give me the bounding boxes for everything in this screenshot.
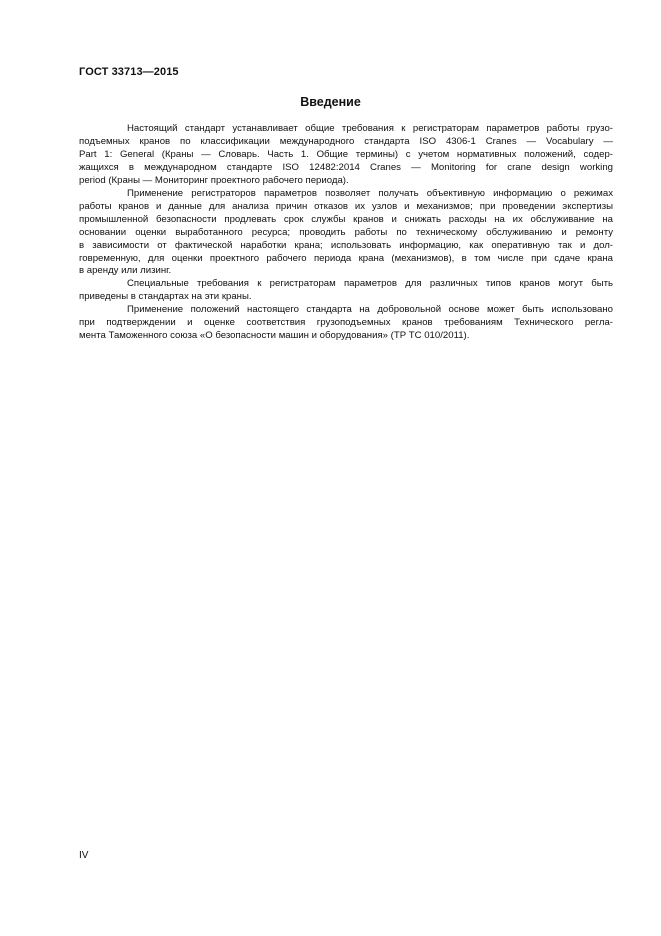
paragraph: [79, 304, 613, 343]
paragraph: [79, 123, 613, 188]
paragraph-line: промышленной безопасности продлевать срок службы кранов и снижать расходы на их обслуживание на: [79, 213, 613, 225]
paragraph-line: основании оценки выработанного ресурса; проводить работы по техническому обслуживанию и ремонту: [79, 226, 613, 238]
paragraph-line: Применение регистраторов параметров позволяет получать объективную информацию о режимах: [127, 187, 613, 199]
paragraph-line: Специальные требования к регистраторам параметров для различных типов кранов могут быть: [127, 278, 613, 290]
paragraph: [79, 188, 613, 279]
paragraph-line: приведены в стандартах на эти краны.: [79, 291, 252, 303]
paragraph-line: Настоящий стандарт устанавливает общие требования к регистраторам параметров работы грузо-: [127, 123, 613, 134]
paragraph-line: подъемных кранов по классификации международного стандарта ISO 4306-1 Cranes — Vocabulary —: [79, 135, 613, 147]
paragraph: [79, 278, 613, 304]
introduction-body: [79, 123, 613, 343]
standard-number-header: ГОСТ 33713—2015: [79, 66, 179, 78]
section-title: Введение: [300, 95, 361, 109]
paragraph-line: Применение положений настоящего стандарта на добровольной основе может быть использовано: [127, 304, 613, 316]
paragraph-line: говременную, для оценки проектного рабочего периода крана (механизмов), в том числе при сдаче крана: [79, 252, 613, 264]
paragraph-line: работы кранов и данные для анализа причин отказов их узлов и механизмов; при проведении экспертизы: [79, 200, 613, 212]
paragraph-line: при подтверждении и оценке соответствия грузоподъемных кранов требованиям Технического регла-: [79, 317, 613, 329]
paragraph-line: period (Краны — Мониторинг проектного рабочего периода).: [79, 174, 349, 186]
paragraph-line: в аренду или лизинг.: [79, 265, 172, 277]
paragraph-line: в зависимости от фактической наработки крана; использовать информацию, как оперативную так и дол-: [79, 239, 613, 251]
paragraph-line: мента Таможенного союза «О безопасности машин и оборудования» (ТР ТС 010/2011).: [79, 330, 470, 342]
paragraph-line: Part 1: General (Краны — Словарь. Часть 1. Общие термины) с учетом нормативных положений, содер-: [79, 148, 613, 160]
page-number: IV: [79, 850, 89, 861]
paragraph-line: жащихся в международном стандарте ISO 12482:2014 Cranes — Monitoring for crane design working: [79, 161, 613, 173]
